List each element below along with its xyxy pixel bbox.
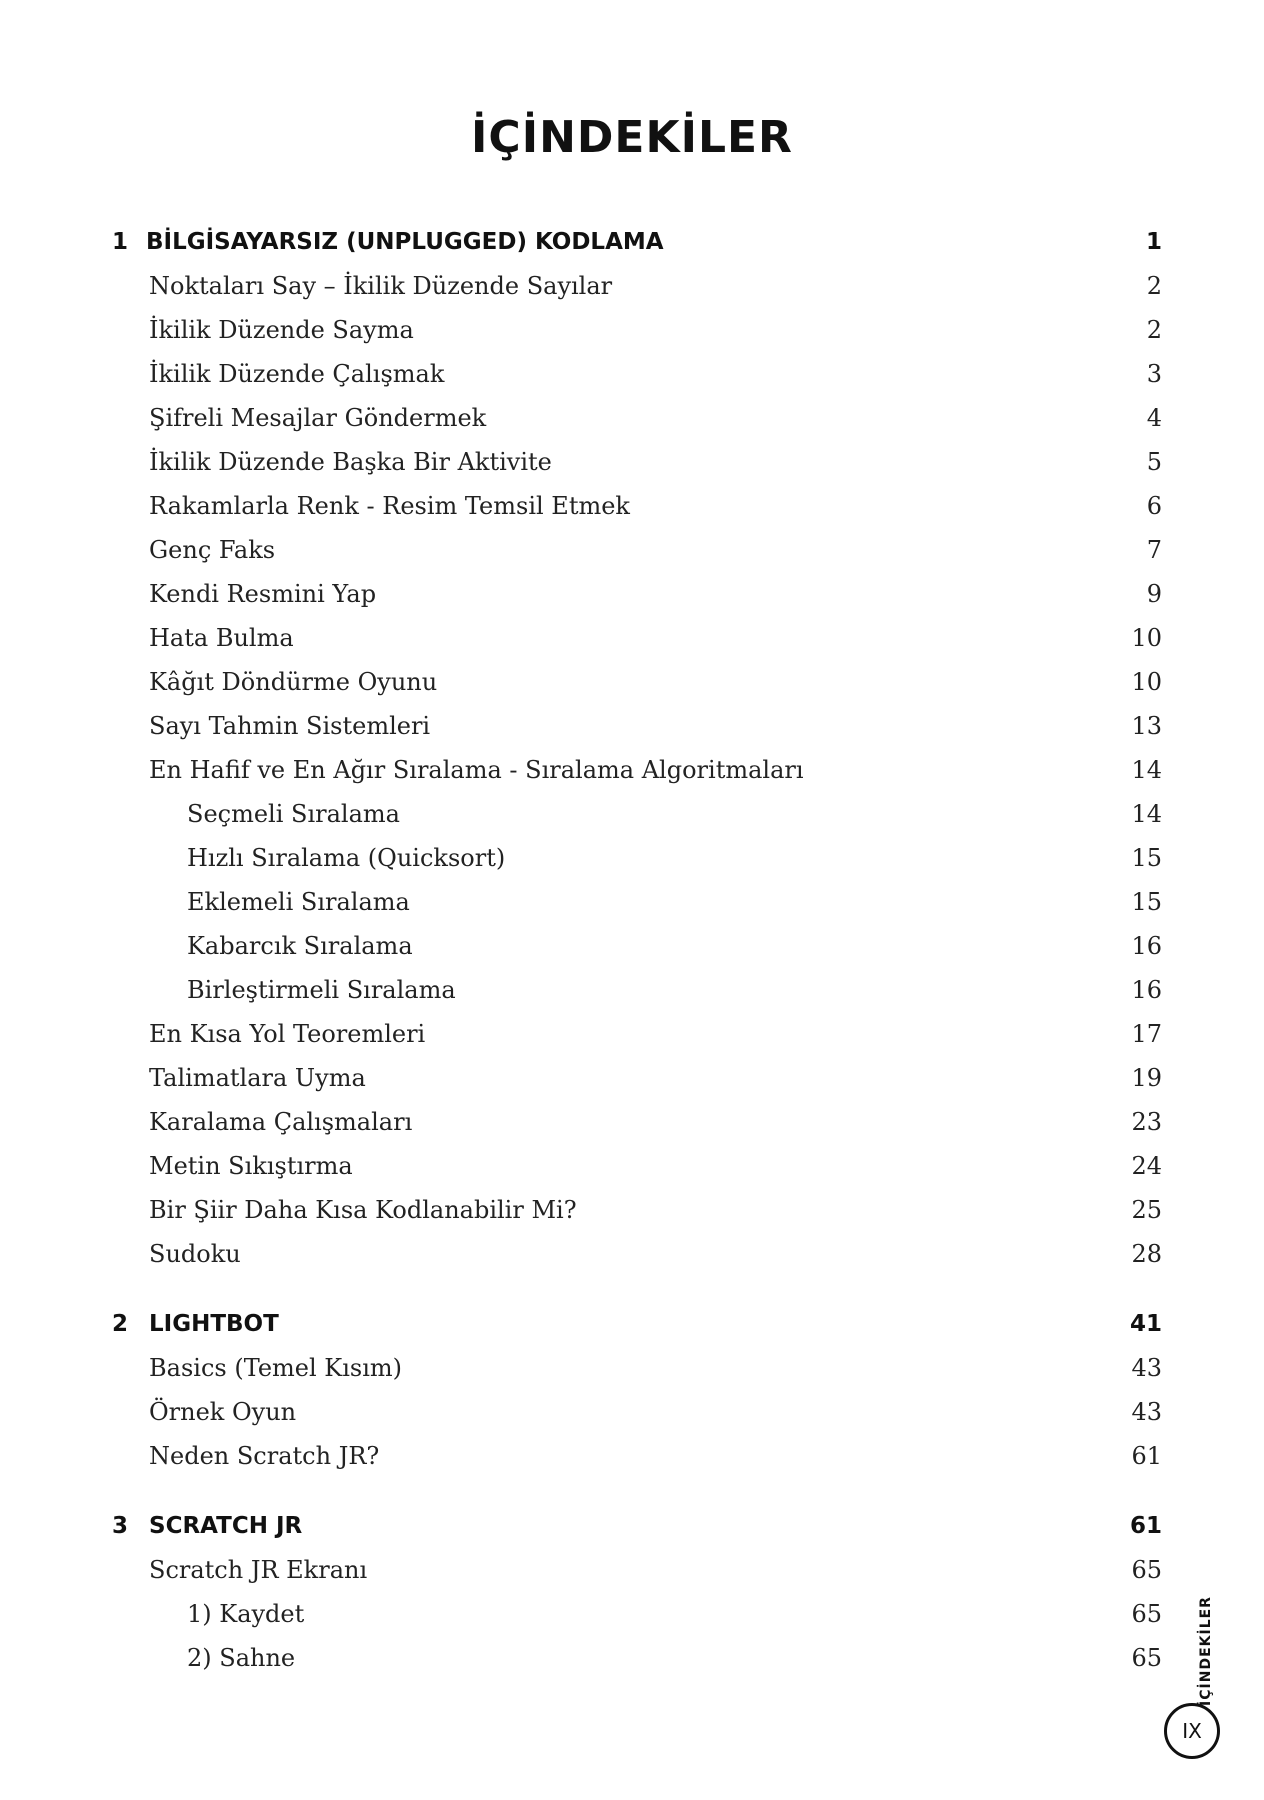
entry-page: 16: [1131, 976, 1162, 1004]
entry-page: 4: [1146, 404, 1162, 432]
entry-title: Sayı Tahmin Sistemleri: [149, 712, 431, 740]
chapter-title: BİLGİSAYARSIZ (UNPLUGGED) KODLAMA: [146, 229, 664, 255]
toc-entry[interactable]: [112, 660, 1162, 704]
entry-title: Bir Şiir Daha Kısa Kodlanabilir Mi?: [149, 1196, 577, 1224]
running-section-label-text: İÇİNDEKİLER: [1198, 1596, 1214, 1706]
entry-page: 15: [1131, 888, 1162, 916]
running-section-label: [1196, 1594, 1216, 1708]
toc-chapter-2[interactable]: [112, 1302, 1162, 1346]
entry-page: 13: [1131, 712, 1162, 740]
entry-title: Örnek Oyun: [149, 1398, 297, 1426]
entry-title: Eklemeli Sıralama: [187, 888, 410, 916]
entry-page: 15: [1131, 844, 1162, 872]
entry-page: 5: [1146, 448, 1162, 476]
toc-subentry[interactable]: [112, 1592, 1162, 1636]
toc-entry[interactable]: [112, 1100, 1162, 1144]
toc-subentry[interactable]: [112, 1636, 1162, 1680]
chapter-page: 1: [1145, 229, 1162, 255]
toc-entry[interactable]: [112, 528, 1162, 572]
toc-entry[interactable]: [112, 616, 1162, 660]
entry-title: Genç Faks: [149, 536, 276, 564]
toc-entry[interactable]: [112, 352, 1162, 396]
entry-title: Kendi Resmini Yap: [149, 580, 377, 608]
toc-chapter-1[interactable]: [112, 220, 1162, 264]
entry-page: 14: [1131, 756, 1162, 784]
entry-page: 65: [1131, 1556, 1162, 1584]
chapter-number: 1: [112, 229, 129, 255]
entry-title: Noktaları Say – İkilik Düzende Sayılar: [149, 272, 613, 300]
entry-page: 16: [1131, 932, 1162, 960]
entry-title: 1) Kaydet: [187, 1600, 305, 1628]
entry-page: 2: [1146, 316, 1162, 344]
entry-page: 43: [1131, 1354, 1162, 1382]
toc-entry[interactable]: [112, 440, 1162, 484]
entry-title: Kabarcık Sıralama: [187, 932, 413, 960]
toc-entry[interactable]: [112, 1232, 1162, 1276]
entry-title: Scratch JR Ekranı: [149, 1556, 368, 1584]
entry-title: Birleştirmeli Sıralama: [187, 976, 456, 1004]
entry-page: 24: [1131, 1152, 1162, 1180]
entry-page: 10: [1131, 668, 1162, 696]
entry-page: 65: [1131, 1600, 1162, 1628]
entry-title: Şifreli Mesajlar Göndermek: [149, 404, 487, 432]
entry-title: Metin Sıkıştırma: [149, 1152, 353, 1180]
entry-title: 2) Sahne: [187, 1644, 296, 1672]
entry-page: 10: [1131, 624, 1162, 652]
entry-page: 19: [1131, 1064, 1162, 1092]
entry-page: 61: [1131, 1442, 1162, 1470]
toc-entry[interactable]: [112, 396, 1162, 440]
toc-entry[interactable]: [112, 308, 1162, 352]
entry-title: İkilik Düzende Sayma: [149, 316, 414, 344]
entry-page: 23: [1131, 1108, 1162, 1136]
toc-entry[interactable]: [112, 1390, 1162, 1434]
entry-page: 43: [1131, 1398, 1162, 1426]
entry-title: İkilik Düzende Çalışmak: [149, 360, 445, 388]
entry-page: 6: [1146, 492, 1162, 520]
toc-subentry[interactable]: [112, 836, 1162, 880]
entry-page: 28: [1131, 1240, 1162, 1268]
entry-title: Neden Scratch JR?: [149, 1442, 380, 1470]
page-number: IX: [1182, 1719, 1202, 1743]
toc-entry[interactable]: [112, 1144, 1162, 1188]
entry-title: Rakamlarla Renk - Resim Temsil Etmek: [149, 492, 630, 520]
entry-page: 25: [1131, 1196, 1162, 1224]
toc-subentry[interactable]: [112, 880, 1162, 924]
toc-entry[interactable]: [112, 748, 1162, 792]
chapter-title: SCRATCH JR: [149, 1513, 303, 1539]
toc-entry[interactable]: [112, 1548, 1162, 1592]
toc-entry[interactable]: [112, 1056, 1162, 1100]
toc-entry[interactable]: [112, 704, 1162, 748]
entry-title: İkilik Düzende Başka Bir Aktivite: [149, 448, 552, 476]
entry-page: 2: [1146, 272, 1162, 300]
entry-page: 65: [1131, 1644, 1162, 1672]
entry-page: 17: [1131, 1020, 1162, 1048]
entry-title: En Kısa Yol Teoremleri: [149, 1020, 426, 1048]
entry-title: Hata Bulma: [149, 624, 294, 652]
page-number-badge: [1164, 1703, 1220, 1759]
chapter-page: 61: [1129, 1513, 1162, 1539]
entry-title: Kâğıt Döndürme Oyunu: [149, 668, 438, 696]
toc-entry[interactable]: [112, 1434, 1162, 1478]
entry-title: Seçmeli Sıralama: [187, 800, 400, 828]
chapter-number: 2: [112, 1311, 129, 1337]
page-title: İÇİNDEKİLER: [471, 112, 793, 163]
entry-title: Talimatlara Uyma: [149, 1064, 366, 1092]
entry-page: 14: [1131, 800, 1162, 828]
toc-subentry[interactable]: [112, 968, 1162, 1012]
entry-page: 3: [1146, 360, 1162, 388]
toc-chapter-3[interactable]: [112, 1504, 1162, 1548]
entry-page: 9: [1146, 580, 1162, 608]
chapter-number: 3: [112, 1513, 129, 1539]
chapter-title: LIGHTBOT: [149, 1311, 279, 1337]
entry-title: Basics (Temel Kısım): [149, 1354, 403, 1382]
toc-subentry[interactable]: [112, 924, 1162, 968]
toc-entry[interactable]: [112, 1188, 1162, 1232]
toc-entry[interactable]: [112, 1012, 1162, 1056]
chapter-page: 41: [1129, 1311, 1162, 1337]
entry-title: Karalama Çalışmaları: [149, 1108, 413, 1136]
toc-entry[interactable]: [112, 572, 1162, 616]
toc-entry[interactable]: [112, 1346, 1162, 1390]
entry-page: 7: [1146, 536, 1162, 564]
toc-entry[interactable]: [112, 484, 1162, 528]
toc-entry[interactable]: [112, 264, 1162, 308]
entry-title: En Hafif ve En Ağır Sıralama - Sıralama Algoritmaları: [149, 756, 804, 784]
entry-title: Sudoku: [149, 1240, 241, 1268]
toc-subentry[interactable]: [112, 792, 1162, 836]
entry-title: Hızlı Sıralama (Quicksort): [187, 844, 506, 872]
